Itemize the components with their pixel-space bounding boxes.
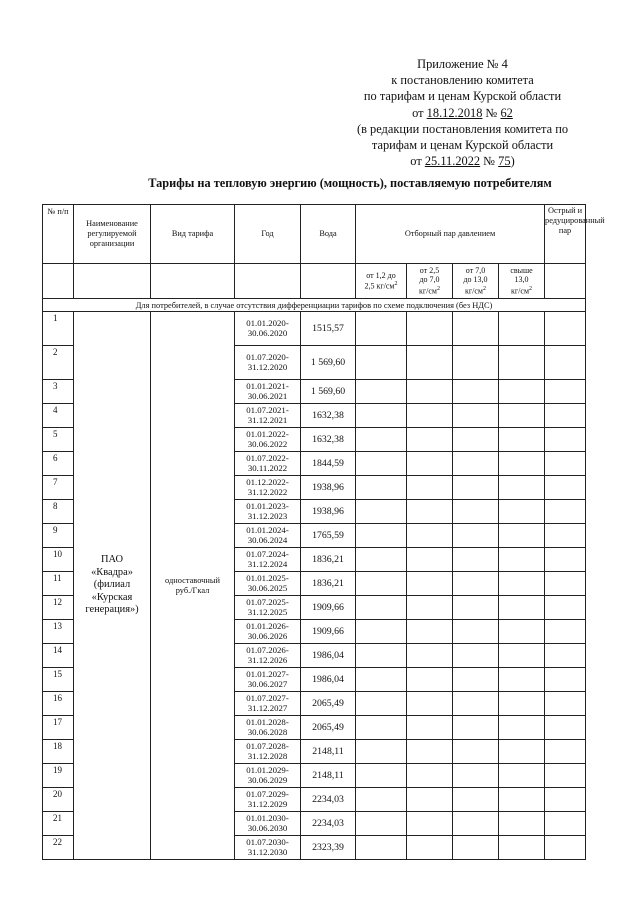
subheader-empty [545, 264, 586, 299]
steam-range-4 [499, 264, 545, 299]
period-start: 01.07.2020- [246, 351, 289, 362]
empty-cell [407, 740, 453, 764]
empty-cell [453, 524, 499, 548]
consumer-note: Для потребителей, в случае отсутствия дифференциации тарифов по схеме подключения (без НДС) [43, 299, 586, 312]
water-tariff-value: 1986,04 [301, 644, 356, 668]
period [235, 812, 301, 836]
steam-range-1-to: 2,5 кг/см [364, 281, 395, 291]
empty-cell [407, 692, 453, 716]
empty-cell [356, 428, 407, 452]
empty-cell [545, 740, 586, 764]
header-committee: по тарифам и ценам Курской области [363, 89, 562, 104]
empty-cell [356, 404, 407, 428]
period-start: 01.01.2025- [246, 572, 289, 583]
header-edition-committee: тарифам и ценам Курской области [371, 138, 554, 153]
empty-cell [545, 692, 586, 716]
empty-cell [499, 620, 545, 644]
empty-cell [499, 404, 545, 428]
col-tariff-type-header: Вид тарифа [151, 205, 235, 264]
empty-cell [499, 740, 545, 764]
period [235, 500, 301, 524]
period-start: 01.12.2022- [246, 476, 289, 487]
steam-range-4-unit: кг/см [511, 286, 530, 296]
empty-cell [545, 668, 586, 692]
water-tariff-value: 2234,03 [301, 788, 356, 812]
period-end: 30.06.2027 [247, 678, 288, 689]
row-number: 13 [43, 620, 74, 644]
period [235, 452, 301, 476]
empty-cell [407, 380, 453, 404]
col-no-header: № п/п [43, 205, 74, 264]
subheader-empty [151, 264, 235, 299]
row-number: 20 [43, 788, 74, 812]
empty-cell [453, 692, 499, 716]
water-tariff-value: 1938,96 [301, 476, 356, 500]
period [235, 346, 301, 380]
water-tariff-value: 2148,11 [301, 740, 356, 764]
empty-cell [453, 812, 499, 836]
water-tariff-value: 1909,66 [301, 596, 356, 620]
row-number: 3 [43, 380, 74, 404]
water-tariff-value: 2323,39 [301, 836, 356, 860]
empty-cell [356, 596, 407, 620]
period-start: 01.07.2028- [246, 740, 289, 751]
empty-cell [407, 836, 453, 860]
period [235, 716, 301, 740]
row-number: 17 [43, 716, 74, 740]
period-start: 01.01.2024- [246, 524, 289, 535]
period-end: 31.12.2021 [247, 414, 288, 425]
subheader-empty [301, 264, 356, 299]
empty-cell [356, 620, 407, 644]
period-start: 01.01.2029- [246, 764, 289, 775]
empty-cell [356, 476, 407, 500]
period-start: 01.07.2030- [246, 836, 289, 847]
water-tariff-value: 1844,59 [301, 452, 356, 476]
empty-cell [453, 452, 499, 476]
unit-superscript: 2 [437, 285, 440, 292]
empty-cell [407, 668, 453, 692]
empty-cell [453, 346, 499, 380]
period-end: 31.12.2023 [247, 510, 288, 521]
empty-cell [499, 788, 545, 812]
period-start: 01.01.2030- [246, 812, 289, 823]
empty-cell [356, 740, 407, 764]
empty-cell [545, 346, 586, 380]
empty-cell [499, 346, 545, 380]
period [235, 380, 301, 404]
period [235, 476, 301, 500]
organization-name-line: генерация») [85, 604, 139, 616]
header-edition-date: 25.11.2022 [424, 154, 481, 169]
empty-cell [407, 644, 453, 668]
header-edition: (в редакции постановления комитета по [356, 121, 569, 136]
empty-cell [453, 404, 499, 428]
empty-cell [453, 836, 499, 860]
empty-cell [499, 812, 545, 836]
period [235, 548, 301, 572]
empty-cell [407, 476, 453, 500]
period-start: 01.01.2021- [246, 380, 289, 391]
empty-cell [499, 836, 545, 860]
water-tariff-value: 1909,66 [301, 620, 356, 644]
steam-range-3 [453, 264, 499, 299]
empty-cell [545, 836, 586, 860]
period-end: 30.06.2025 [247, 582, 288, 593]
period-start: 01.07.2026- [246, 644, 289, 655]
period [235, 524, 301, 548]
empty-cell [499, 548, 545, 572]
row-number: 10 [43, 548, 74, 572]
header-date-line [330, 105, 595, 121]
water-tariff-value: 2065,49 [301, 692, 356, 716]
empty-cell [407, 716, 453, 740]
empty-cell [407, 346, 453, 380]
empty-cell [407, 764, 453, 788]
tariff-table [42, 204, 605, 860]
row-number: 8 [43, 500, 74, 524]
water-tariff-value: 2148,11 [301, 764, 356, 788]
steam-range-2-from: от 2,5 [419, 265, 440, 275]
note-row [43, 299, 586, 312]
row-number: 5 [43, 428, 74, 452]
water-tariff-value: 1 569,60 [301, 346, 356, 380]
period-end: 30.06.2026 [247, 630, 288, 641]
empty-cell [407, 312, 453, 346]
empty-cell [453, 716, 499, 740]
subheader-empty [235, 264, 301, 299]
empty-cell [453, 740, 499, 764]
period-start: 01.01.2020- [246, 317, 289, 328]
period [235, 404, 301, 428]
period-end: 31.12.2022 [247, 486, 288, 497]
empty-cell [453, 596, 499, 620]
empty-cell [545, 788, 586, 812]
header-edition-date-prefix: от [410, 154, 425, 169]
row-number: 9 [43, 524, 74, 548]
organization-name-line: ПАО [101, 554, 123, 566]
empty-cell [545, 572, 586, 596]
period-start: 01.07.2022- [246, 452, 289, 463]
header-number: 62 [500, 105, 513, 120]
period-end: 31.12.2025 [247, 606, 288, 617]
empty-cell [356, 452, 407, 476]
empty-cell [545, 380, 586, 404]
empty-cell [545, 812, 586, 836]
period-start: 01.07.2027- [246, 692, 289, 703]
row-number: 1 [43, 312, 74, 346]
period-end: 31.12.2026 [247, 654, 288, 665]
steam-range-3-to: до 13,0 [463, 275, 488, 285]
period-end: 30.06.2029 [247, 774, 288, 785]
steam-range-3-from: от 7,0 [465, 265, 486, 275]
empty-cell [407, 572, 453, 596]
period-end: 31.12.2027 [247, 702, 288, 713]
steam-range-1-from: от 1,2 до [366, 270, 396, 280]
water-tariff-value: 1 569,60 [301, 380, 356, 404]
empty-cell [453, 764, 499, 788]
empty-cell [545, 476, 586, 500]
period [235, 596, 301, 620]
empty-cell [407, 404, 453, 428]
water-tariff-value: 1986,04 [301, 668, 356, 692]
tariff-type [151, 312, 235, 860]
unit-superscript: 2 [529, 285, 533, 292]
header-edition-suffix: ) [510, 154, 515, 169]
unit-superscript: 2 [394, 281, 398, 288]
period-start: 01.01.2026- [246, 620, 289, 631]
period-end: 31.12.2024 [247, 558, 288, 569]
water-tariff-value: 2234,03 [301, 812, 356, 836]
row-number: 22 [43, 836, 74, 860]
empty-cell [407, 812, 453, 836]
empty-cell [545, 548, 586, 572]
tariff-type-line: руб./Гкал [175, 585, 210, 595]
period-start: 01.07.2025- [246, 596, 289, 607]
col-water-header: Вода [301, 205, 356, 264]
period [235, 428, 301, 452]
period-start: 01.07.2024- [246, 548, 289, 559]
period-start: 01.07.2021- [246, 404, 289, 415]
empty-cell [545, 452, 586, 476]
empty-cell [453, 668, 499, 692]
empty-cell [499, 476, 545, 500]
period [235, 836, 301, 860]
period-end: 31.12.2028 [247, 750, 288, 761]
empty-cell [499, 524, 545, 548]
row-number: 7 [43, 476, 74, 500]
period-start: 01.01.2023- [246, 500, 289, 511]
empty-cell [545, 716, 586, 740]
period-end: 30.06.2022 [247, 438, 288, 449]
empty-cell [407, 452, 453, 476]
empty-cell [453, 312, 499, 346]
water-tariff-value: 1836,21 [301, 548, 356, 572]
empty-cell [407, 428, 453, 452]
empty-cell [356, 764, 407, 788]
row-number: 16 [43, 692, 74, 716]
period-start: 01.01.2022- [246, 428, 289, 439]
period-end: 30.06.2030 [247, 822, 288, 833]
empty-cell [499, 500, 545, 524]
row-number: 12 [43, 596, 74, 620]
water-tariff-value: 1515,57 [301, 312, 356, 346]
organization-name [74, 312, 151, 860]
period-end: 30.06.2021 [247, 390, 288, 401]
empty-cell [453, 644, 499, 668]
empty-cell [453, 620, 499, 644]
steam-range-1 [356, 264, 407, 299]
period [235, 312, 301, 346]
empty-cell [453, 500, 499, 524]
empty-cell [499, 428, 545, 452]
organization-name-line: «Квадра» [91, 566, 133, 578]
empty-cell [407, 500, 453, 524]
empty-cell [356, 836, 407, 860]
period [235, 620, 301, 644]
col-steam-header: Отборный пар давлением [356, 205, 545, 264]
water-tariff-value: 1632,38 [301, 404, 356, 428]
empty-cell [545, 620, 586, 644]
period [235, 740, 301, 764]
period-end: 30.06.2028 [247, 726, 288, 737]
empty-cell [356, 644, 407, 668]
empty-cell [499, 312, 545, 346]
empty-cell [499, 452, 545, 476]
empty-cell [356, 346, 407, 380]
header-number-prefix: № [482, 105, 501, 120]
header-row [43, 205, 586, 264]
row-number: 21 [43, 812, 74, 836]
empty-cell [499, 668, 545, 692]
empty-cell [356, 668, 407, 692]
empty-cell [356, 788, 407, 812]
empty-cell [407, 524, 453, 548]
empty-cell [545, 428, 586, 452]
period-end: 30.06.2020 [247, 327, 288, 338]
empty-cell [407, 788, 453, 812]
row-number: 18 [43, 740, 74, 764]
subheader-empty [43, 264, 74, 299]
empty-cell [545, 500, 586, 524]
empty-cell [407, 596, 453, 620]
empty-cell [545, 644, 586, 668]
empty-cell [453, 572, 499, 596]
empty-cell [356, 524, 407, 548]
empty-cell [407, 548, 453, 572]
row-number: 15 [43, 668, 74, 692]
header-resolution: к постановлению комитета [391, 73, 534, 88]
steam-range-2 [407, 264, 453, 299]
col-sharp-steam-header: Острый и редуцированный пар [545, 205, 586, 264]
row-number: 6 [43, 452, 74, 476]
subheader-row [43, 264, 586, 299]
period-end: 31.12.2020 [247, 361, 288, 372]
period-end: 30.06.2024 [247, 534, 288, 545]
water-tariff-value: 1836,21 [301, 572, 356, 596]
empty-cell [545, 524, 586, 548]
water-tariff-value: 1765,59 [301, 524, 356, 548]
document-title: Тарифы на тепловую энергию (мощность), поставляемую потребителям [148, 176, 552, 190]
empty-cell [453, 788, 499, 812]
period [235, 764, 301, 788]
header-edition-number: 75 [498, 154, 511, 169]
empty-cell [545, 764, 586, 788]
table-row [43, 312, 586, 346]
period [235, 692, 301, 716]
empty-cell [407, 620, 453, 644]
tariff-type-line: одноставочный [165, 575, 220, 585]
row-number: 11 [43, 572, 74, 596]
empty-cell [356, 572, 407, 596]
empty-cell [499, 596, 545, 620]
empty-cell [356, 380, 407, 404]
steam-range-2-unit: кг/см [418, 286, 437, 296]
period-end: 31.12.2030 [247, 846, 288, 857]
steam-range-4-value: 13,0 [514, 275, 529, 285]
steam-range-3-unit: кг/см [464, 286, 483, 296]
unit-superscript: 2 [483, 285, 486, 292]
steam-range-2-to: до 7,0 [419, 275, 440, 285]
header-date-prefix: от [412, 105, 427, 120]
empty-cell [453, 380, 499, 404]
row-number: 2 [43, 346, 74, 380]
header-edition-date-line [330, 153, 595, 169]
empty-cell [545, 596, 586, 620]
empty-cell [545, 312, 586, 346]
empty-cell [356, 500, 407, 524]
empty-cell [545, 404, 586, 428]
water-tariff-value: 1938,96 [301, 500, 356, 524]
period [235, 572, 301, 596]
document-header [330, 56, 595, 169]
empty-cell [499, 692, 545, 716]
col-org-header: Наименование регулируемой организации [74, 205, 151, 264]
empty-cell [499, 380, 545, 404]
water-tariff-value: 1632,38 [301, 428, 356, 452]
steam-range-4-from: свыше [510, 265, 533, 275]
empty-cell [453, 548, 499, 572]
col-year-header: Год [235, 205, 301, 264]
organization-name-line: (филиал [93, 579, 131, 591]
period-start: 01.07.2029- [246, 788, 289, 799]
header-date: 18.12.2018 [426, 105, 483, 120]
header-appendix: Приложение № 4 [417, 57, 508, 71]
empty-cell [453, 428, 499, 452]
empty-cell [356, 812, 407, 836]
empty-cell [356, 548, 407, 572]
period [235, 668, 301, 692]
period-end: 30.11.2022 [247, 462, 288, 473]
empty-cell [499, 572, 545, 596]
period-end: 31.12.2029 [247, 798, 288, 809]
empty-cell [499, 644, 545, 668]
empty-cell [499, 716, 545, 740]
empty-cell [499, 764, 545, 788]
empty-cell [356, 692, 407, 716]
empty-cell [356, 716, 407, 740]
water-tariff-value: 2065,49 [301, 716, 356, 740]
period-start: 01.01.2027- [246, 668, 289, 679]
period-start: 01.01.2028- [246, 716, 289, 727]
row-number: 4 [43, 404, 74, 428]
organization-name-line: «Курская [91, 591, 133, 603]
row-number: 19 [43, 764, 74, 788]
subheader-empty [74, 264, 151, 299]
row-number: 14 [43, 644, 74, 668]
empty-cell [453, 476, 499, 500]
empty-cell [356, 312, 407, 346]
header-edition-number-prefix: № [480, 154, 499, 169]
period [235, 788, 301, 812]
period [235, 644, 301, 668]
